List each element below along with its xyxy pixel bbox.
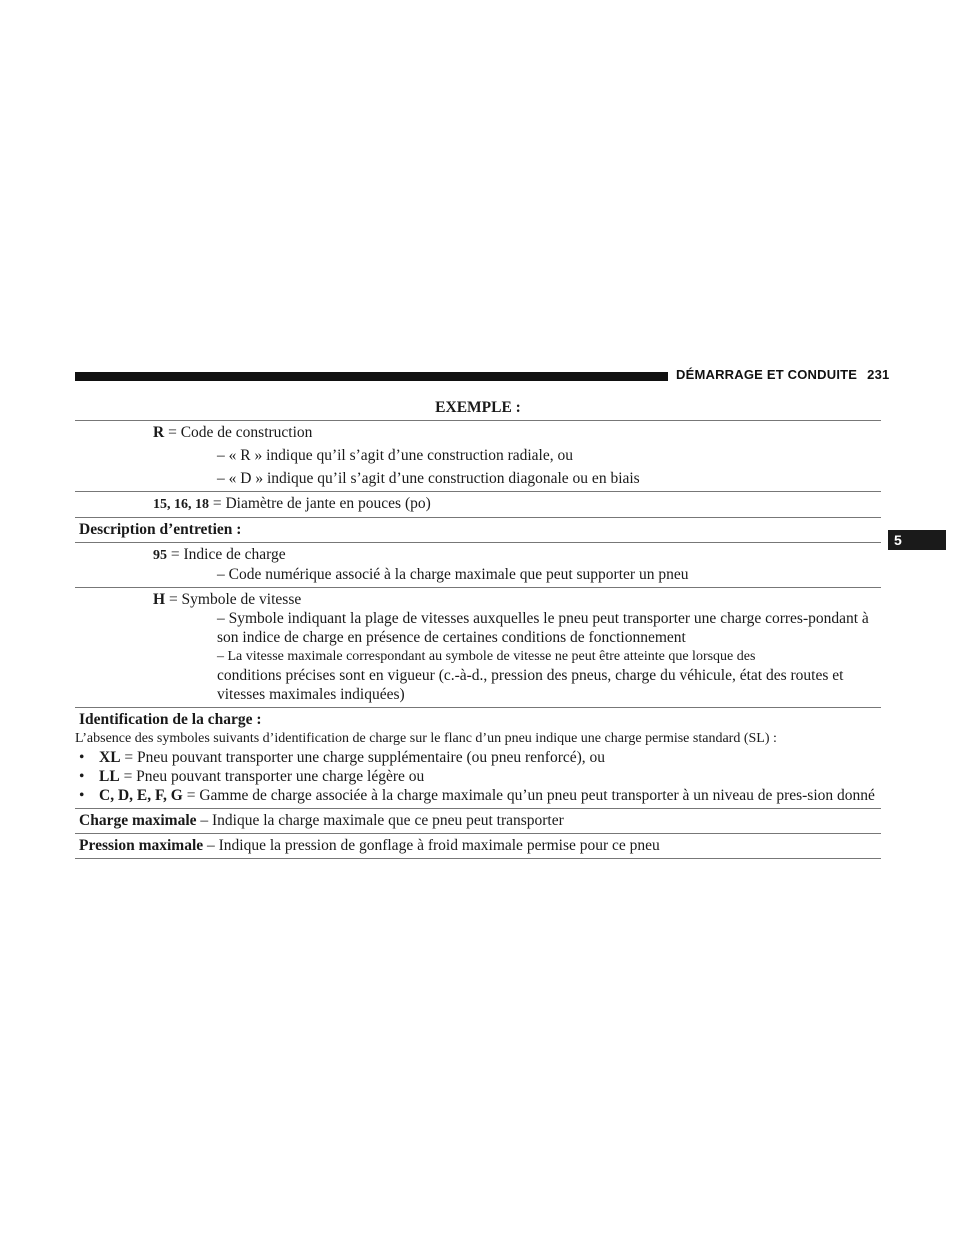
section-title: DÉMARRAGE ET CONDUITE bbox=[676, 367, 858, 382]
def-speed: = Symbole de vitesse bbox=[165, 591, 302, 608]
construction-item: – « R » indique qu’il s’agit d’une construction radiale, ou bbox=[217, 447, 573, 464]
table-row-service-description bbox=[75, 517, 881, 542]
speed-item-note-cont: conditions précises sont en vigueur (c.-à-d., pression des pneus, charge du véhicule, état des routes et vitesses maximales indiquées) bbox=[217, 667, 844, 703]
table-heading: EXEMPLE : bbox=[435, 399, 521, 416]
load-index-item: – Code numérique associé à la charge maximale que peut supporter un pneu bbox=[217, 566, 689, 583]
load-id-intro: L’absence des symboles suivants d’identification de charge sur le flanc d’un pneu indique une charge permise standard (SL) : bbox=[75, 731, 777, 746]
speed-item-note: – La vitesse maximale correspondant au symbole de vitesse ne peut être atteinte que lorsque des bbox=[217, 649, 756, 664]
table-row-load-index bbox=[75, 542, 881, 587]
def-max-load: – Indique la charge maximale que ce pneu peut transporter bbox=[196, 812, 564, 829]
bullet-term: LL bbox=[99, 768, 120, 785]
table-row-load-identification bbox=[75, 707, 881, 808]
list-item: • LL = Pneu pouvant transporter une charge légère ou bbox=[79, 768, 425, 785]
chapter-tab: 5 bbox=[888, 530, 946, 550]
running-header bbox=[676, 367, 889, 382]
term-diameter: 15, 16, 18 bbox=[153, 497, 209, 512]
list-item: • XL = Pneu pouvant transporter une charge supplémentaire (ou pneu renforcé), ou bbox=[79, 749, 606, 766]
table-row-construction bbox=[75, 420, 881, 491]
term-speed: H bbox=[153, 591, 166, 608]
speed-item: – Symbole indiquant la plage de vitesses auxquelles le pneu peut transporter une charge corres-pondant à son indice de charge en présence de certaines conditions de fonctionnement bbox=[217, 610, 869, 646]
construction-item: – « D » indique qu’il s’agit d’une construction diagonale ou en biais bbox=[217, 470, 640, 487]
load-id-heading: Identification de la charge : bbox=[79, 711, 262, 728]
bullet-term: C, D, E, F, G bbox=[99, 787, 183, 804]
def-diameter: = Diamètre de jante en pouces (po) bbox=[209, 495, 431, 512]
bullet-term: XL bbox=[99, 749, 121, 766]
term-load-index: 95 bbox=[153, 548, 167, 563]
bullet-def: = Pneu pouvant transporter une charge supplémentaire (ou pneu renforcé), ou bbox=[120, 749, 606, 766]
term-max-load: Charge maximale bbox=[79, 812, 197, 829]
list-item: • C, D, E, F, G = Gamme de charge associée à la charge maximale qu’un pneu peut transporter à un niveau de pres-sion donné bbox=[79, 787, 875, 804]
table-row-max-pressure bbox=[75, 833, 881, 858]
def-load-index: = Indice de charge bbox=[167, 546, 286, 563]
table-bottom-rule bbox=[75, 858, 881, 859]
service-description-heading: Description d’entretien : bbox=[79, 521, 242, 538]
table-row-rim-diameter bbox=[75, 491, 881, 517]
bullet-def: = Pneu pouvant transporter une charge légère ou bbox=[119, 768, 425, 785]
table-row-max-load bbox=[75, 808, 881, 833]
def-max-pressure: – Indique la pression de gonflage à froid maximale permise pour ce pneu bbox=[203, 837, 660, 854]
def-r: = Code de construction bbox=[164, 424, 313, 441]
bullet-def: = Gamme de charge associée à la charge maximale qu’un pneu peut transporter à un niveau de pres-sion donné bbox=[182, 787, 875, 804]
tire-code-table bbox=[75, 398, 881, 859]
term-r: R bbox=[153, 424, 165, 441]
table-row-speed-symbol bbox=[75, 587, 881, 707]
term-max-pressure: Pression maximale bbox=[79, 837, 204, 854]
page-number: 231 bbox=[867, 367, 890, 382]
header-rule bbox=[75, 372, 668, 381]
